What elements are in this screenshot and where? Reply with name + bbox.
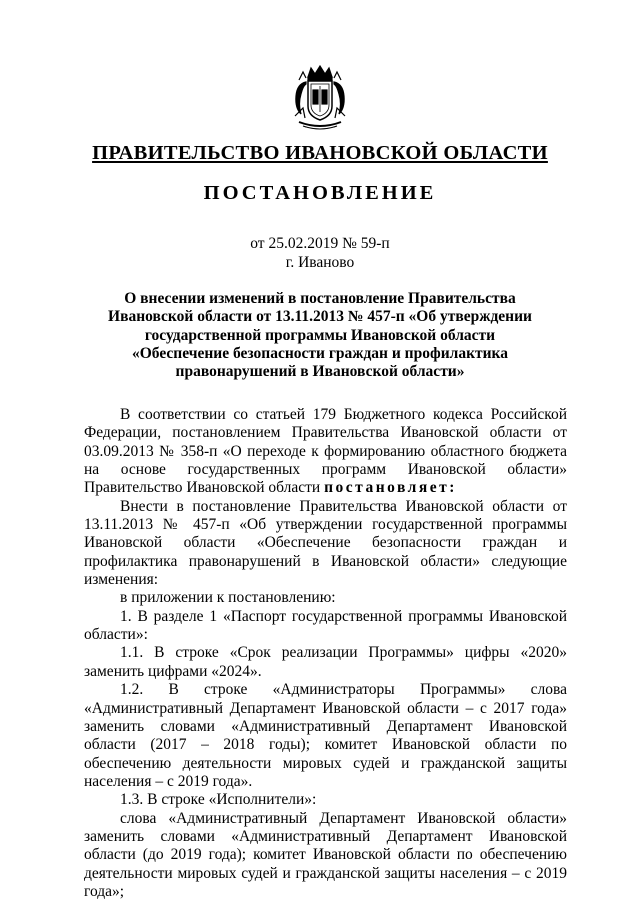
paragraph: 1.1. В строке «Срок реализации Программы» цифры «2020» заменить цифрами «2024». — [84, 644, 567, 680]
paragraph: 1. В разделе 1 «Паспорт государственной программы Ивановской области»: — [84, 607, 567, 644]
preamble-text: В соответствии со статьей 179 Бюджетного кодекса Российской Федерации, постановлением Правительства Ивановской области от 03.09.2013 № 358-п «О переходе к формированию областного бюджета на основе государственных программ Ивановской области» Правительство Ивановской области — [84, 406, 567, 497]
date-block — [0, 234, 640, 272]
title-line: правонарушений в Ивановской области» — [175, 363, 465, 381]
title-line: Ивановской области от 13.11.2013 № 457-п «Об утверждении — [108, 308, 532, 326]
title-line: государственной программы Ивановской области — [144, 326, 496, 344]
paragraph: слова «Административный Департамент Ивановской области» заменить словами «Административный Департамент Ивановской области (до 2019 года); комитет Ивановской области по обеспечению деятельности мировых судей и гражданской защиты населения – с 2019 года»; — [84, 809, 567, 900]
paragraph: Внести в постановление Правительства Ивановской области от 13.11.2013 № 457-п «Об утверждении государственной программы Ивановской области «Обеспечение безопасности граждан и профилактика правонарушений в Ивановской области» следующие изменения: — [84, 497, 567, 589]
document-date-number: от 25.02.2019 № 59-п — [250, 235, 390, 252]
document-body — [84, 406, 567, 901]
organization-name: ПРАВИТЕЛЬСТВО ИВАНОВСКОЙ ОБЛАСТИ — [92, 142, 548, 164]
title-line: «Обеспечение безопасности граждан и профилактика — [132, 344, 508, 362]
paragraph-preamble — [84, 406, 567, 498]
paragraph: в приложении к постановлению: — [120, 589, 336, 607]
document-type: ПОСТАНОВЛЕНИЕ — [203, 182, 437, 204]
title-line: О внесении изменений в постановление Правительства — [124, 290, 516, 307]
paragraph: 1.2. В строке «Администраторы Программы» слова «Административный Департамент Ивановской области – с 2017 года» заменить словами «Административный Департамент Ивановской области (2017 – 2018 годы); комитет Ивановской области по обеспечению деятельности мировых судей и гражданской защиты населения – с 2019 года». — [84, 681, 567, 790]
paragraph: 1.3. В строке «Исполнители»: — [120, 791, 317, 809]
document-city: г. Иваново — [285, 254, 355, 271]
coat-of-arms-icon — [291, 64, 349, 132]
document-title — [80, 290, 560, 381]
decree-word: постановляет: — [324, 479, 457, 497]
